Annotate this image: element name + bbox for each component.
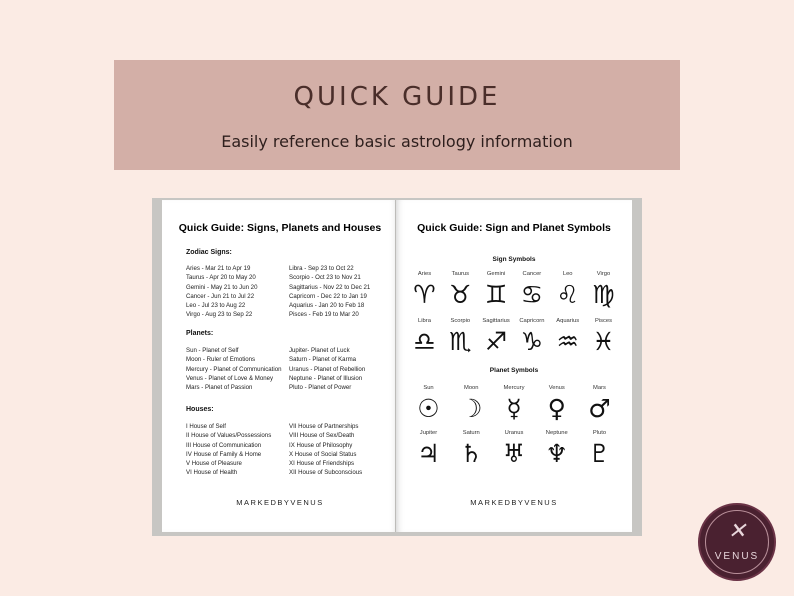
list-item: Sun - Planet of Self [186, 347, 239, 354]
symbol-pisces [587, 318, 620, 356]
list-item: IX House of Philosophy [289, 441, 353, 449]
symbol-label: Taurus [451, 271, 469, 277]
symbol-saturn [455, 430, 488, 468]
symbol-mars [583, 385, 616, 423]
list-item: I House of Self [186, 423, 226, 430]
houses-list-1 [186, 422, 271, 478]
list-item: Saturn - Planet of Karma [289, 356, 357, 364]
zodiac-list-2 [289, 264, 370, 320]
symbol-label: Sagittarius [482, 318, 510, 324]
pluto-symbol-icon: ♇ [588, 439, 611, 468]
symbol-aries [408, 271, 441, 309]
list-item: XII House of Subconscious [289, 469, 363, 477]
symbol-sun [412, 385, 445, 423]
symbol-uranus [498, 430, 531, 468]
symbol-mercury [498, 385, 531, 423]
capricorn-symbol-icon: ♑︎ [520, 327, 544, 356]
symbol-label: Aries [417, 271, 432, 277]
moon-symbol-icon: ☽ [460, 394, 483, 423]
uranus-symbol-icon: ♅ [502, 439, 526, 468]
list-item: Taurus - Apr 20 to May 20 [186, 274, 256, 282]
mars-symbol-icon: ♂ [588, 394, 611, 423]
symbol-aquarius [551, 318, 584, 356]
symbol-neptune [540, 430, 573, 468]
leo-symbol-icon: ♌︎ [556, 280, 579, 309]
signature-logo-icon: ✕ [727, 519, 747, 544]
venus-symbol-icon: ♀ [547, 394, 566, 423]
list-item: VIII House of Sex/Death [289, 432, 355, 440]
taurus-symbol-icon: ♉︎ [449, 280, 472, 309]
symbol-gemini [480, 271, 513, 309]
list-item: Jupiter- Planet of Luck [289, 347, 350, 354]
list-item: Virgo - Aug 23 to Sep 22 [186, 311, 253, 319]
list-item: Sagittarius - Nov 22 to Dec 21 [289, 283, 371, 291]
sun-symbol-icon: ☉ [417, 394, 440, 423]
symbol-label: Gemini [486, 271, 506, 277]
list-item: Aquarius - Jan 20 to Feb 18 [289, 302, 365, 310]
right-page [396, 200, 632, 532]
sign-symbols-row-1 [408, 271, 620, 309]
sign-symbols-row-2 [408, 318, 620, 356]
left-page-footer: MARKEDBYVENUS [236, 498, 324, 507]
list-item: IV House of Family & Home [186, 450, 262, 458]
list-item: Venus - Planet of Love & Money [186, 374, 274, 382]
symbol-sagittarius [480, 318, 513, 356]
planets-heading: Planets: [186, 330, 214, 337]
list-item: Pluto - Planet of Power [289, 384, 352, 392]
list-item: VII House of Partnerships [289, 423, 359, 430]
list-item: Pisces - Feb 19 to Mar 20 [289, 311, 359, 319]
houses-list-2 [289, 422, 362, 478]
symbol-label: Leo [562, 271, 573, 277]
symbol-scorpio [444, 318, 477, 356]
banner-subtitle: Easily reference basic astrology information [221, 132, 573, 151]
list-item: Aries - Mar 21 to Apr 19 [186, 265, 251, 272]
list-item: III House of Communication [186, 441, 262, 449]
planets-list-1 [186, 346, 282, 392]
planet-symbols-row-2 [412, 430, 616, 468]
open-book [152, 198, 642, 536]
planet-symbols-heading: Planet Symbols [489, 367, 539, 374]
list-item: V House of Pleasure [186, 460, 242, 468]
symbol-label: Pluto [592, 430, 607, 436]
symbol-taurus [444, 271, 477, 309]
list-item: Gemini - May 21 to Jun 20 [186, 283, 258, 291]
logo-text: VENUS [714, 551, 760, 562]
symbol-capricorn [515, 318, 548, 356]
list-item: Uranus - Planet of Rebellion [289, 365, 366, 373]
symbol-label: Capricorn [519, 318, 545, 324]
list-item: VI House of Health [186, 469, 238, 477]
symbol-label: Saturn [462, 430, 480, 436]
planets-list-2 [289, 346, 365, 392]
list-item: XI House of Friendships [289, 460, 355, 468]
symbol-label: Mars [593, 385, 606, 391]
symbol-libra [408, 318, 441, 356]
symbol-label: Cancer [522, 271, 542, 277]
aries-symbol-icon: ♈︎ [413, 280, 436, 309]
symbol-pluto [583, 430, 616, 468]
list-item: Moon - Ruler of Emotions [186, 356, 256, 364]
mercury-symbol-icon: ☿ [506, 394, 522, 423]
saturn-symbol-icon: ♄ [460, 439, 483, 468]
symbol-label: Moon [463, 385, 479, 391]
list-item: Mars - Planet of Passion [186, 384, 253, 392]
gemini-symbol-icon: ♊︎ [484, 280, 508, 309]
symbol-virgo [587, 271, 620, 309]
aquarius-symbol-icon: ♒︎ [556, 327, 579, 356]
neptune-symbol-icon: ♆ [545, 439, 568, 468]
sign-symbols-heading: Sign Symbols [492, 256, 536, 263]
list-item: Neptune - Planet of Illusion [289, 374, 363, 382]
symbol-moon [455, 385, 488, 423]
list-item: Capricorn - Dec 22 to Jan 19 [289, 292, 367, 300]
symbol-leo [551, 271, 584, 309]
list-item: Libra - Sep 23 to Oct 22 [289, 265, 354, 272]
symbol-label: Libra [418, 318, 431, 324]
planet-symbols-row-1 [412, 385, 616, 423]
left-page [162, 200, 398, 532]
houses-heading: Houses: [186, 406, 214, 413]
zodiac-list-1 [186, 264, 257, 320]
symbol-label: Mercury [503, 385, 525, 391]
symbol-label: Jupiter [419, 430, 438, 436]
banner-title: QUICK GUIDE [293, 82, 501, 112]
symbol-label: Uranus [504, 430, 524, 436]
libra-symbol-icon: ♎︎ [413, 327, 436, 356]
cancer-symbol-icon: ♋︎ [520, 280, 544, 309]
symbol-jupiter [412, 430, 445, 468]
brand-logo [698, 503, 776, 581]
symbol-label: Neptune [545, 430, 568, 436]
list-item: Scorpio - Oct 23 to Nov 21 [289, 274, 361, 282]
list-item: Cancer - Jun 21 to Jul 22 [186, 292, 255, 300]
symbol-label: Sun [423, 385, 434, 391]
symbol-label: Virgo [596, 271, 611, 277]
symbol-venus [540, 385, 573, 423]
symbol-label: Venus [548, 385, 565, 391]
symbol-label: Aquarius [556, 318, 580, 324]
zodiac-heading: Zodiac Signs: [186, 249, 232, 256]
jupiter-symbol-icon: ♃ [417, 439, 440, 468]
symbol-label: Scorpio [450, 318, 471, 324]
symbol-cancer [515, 271, 548, 309]
list-item: Mercury - Planet of Communication [186, 365, 282, 373]
right-page-footer: MARKEDBYVENUS [470, 498, 558, 507]
virgo-symbol-icon: ♍︎ [592, 280, 615, 309]
right-page-title: Quick Guide: Sign and Planet Symbols [417, 222, 611, 234]
header-banner [114, 60, 680, 170]
list-item: Leo - Jul 23 to Aug 22 [186, 302, 246, 310]
sagittarius-symbol-icon: ♐︎ [484, 327, 508, 356]
pisces-symbol-icon: ♓︎ [592, 327, 615, 356]
left-page-title: Quick Guide: Signs, Planets and Houses [178, 222, 382, 234]
list-item: II House of Values/Possessions [186, 432, 272, 440]
list-item: X House of Social Status [289, 450, 357, 458]
symbol-label: Pisces [594, 318, 613, 324]
scorpio-symbol-icon: ♏︎ [449, 327, 472, 356]
